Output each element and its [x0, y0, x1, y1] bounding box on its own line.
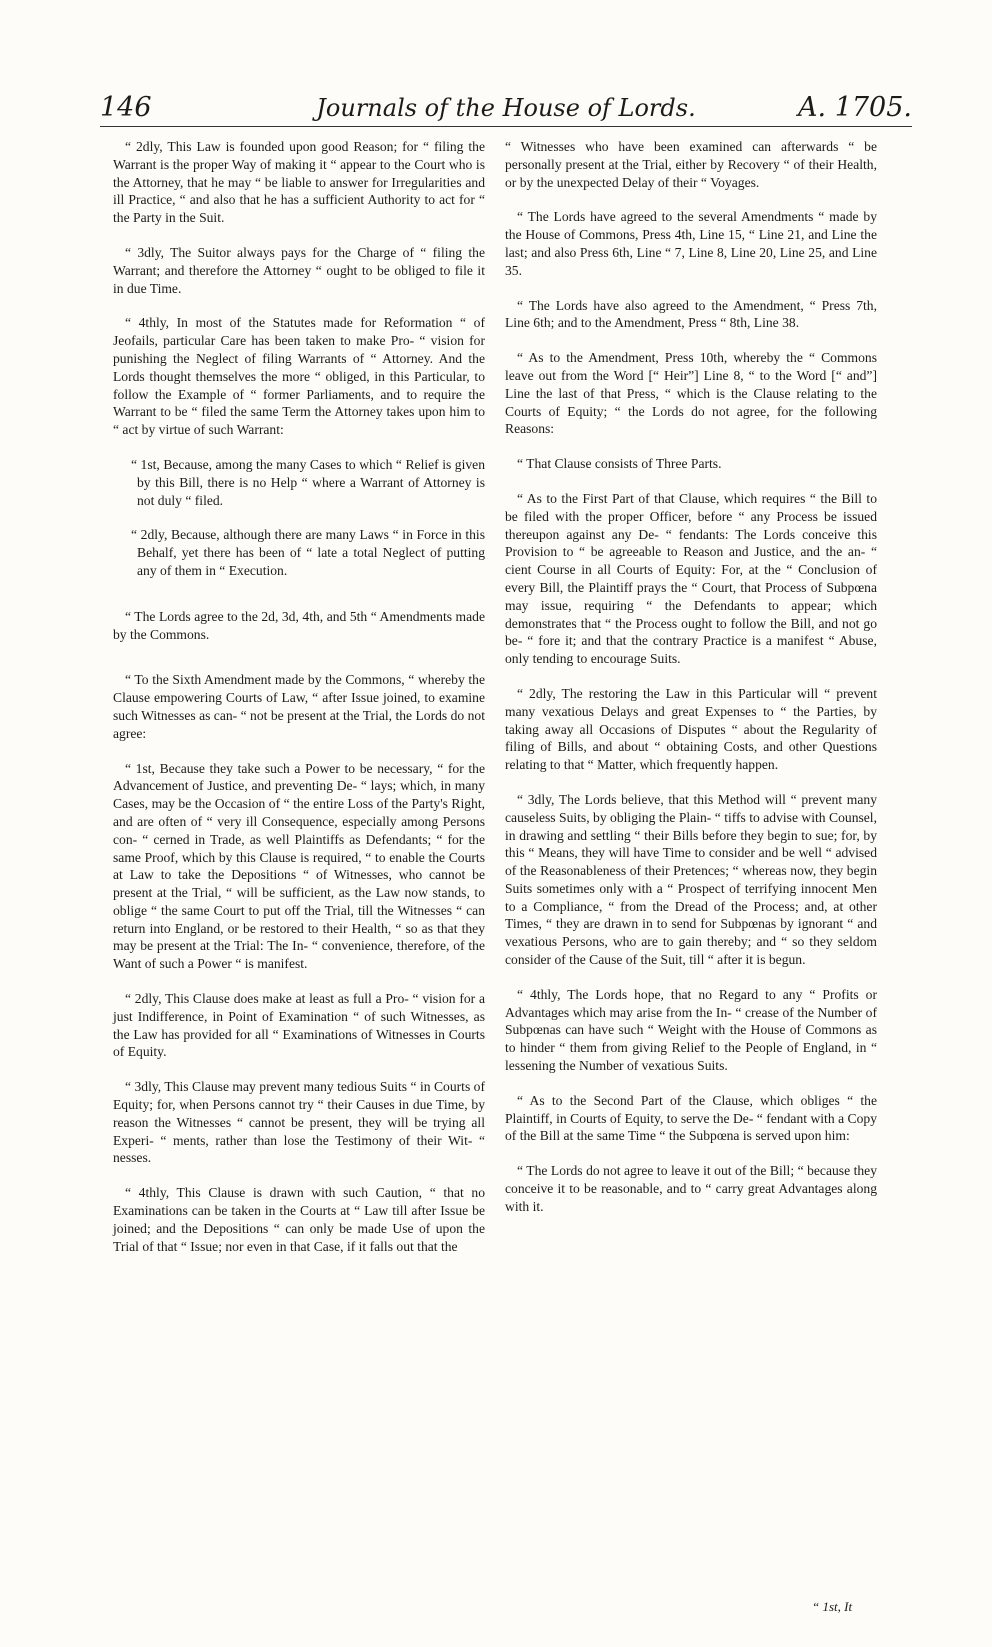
- paragraph-indented: “ 1st, Because, among the many Cases to which “ Relief is given by this Bill, there is no Help “ where a Warrant of Attorney is not duly “ filed.: [131, 456, 485, 508]
- year-heading: A. 1705.: [798, 92, 912, 123]
- header-rule: [100, 126, 912, 127]
- paragraph: “ 1st, Because they take such a Power to be necessary, “ for the Advancement of Justice, and preventing De- “ lays; which, in many Cases, may be the Occasion of “ the entire Loss of the Party's Right, and are often of “ very ill Consequence, especially among Persons con- “ cerned in Trade, as well Plaintiffs as Defendants; “ for the same Proof, which by this Clause is required, “ to enable the Courts at Law to take the Depositions “ of Witnesses, who cannot be present at the Trial, “ will be sufficient, as the Law now stands, to oblige “ the same Court to put off the Trial, till the Witnesses “ can return into England, or be restored to their Health, “ so as that they may be present at the Trial: The In- “ convenience, therefore, of the Want of such a Power “ is manifest.: [113, 760, 485, 972]
- paragraph: “ 4thly, The Lords hope, that no Regard to any “ Profits or Advantages which may arise from the In- “ crease of the Number of Subpœnas can have such “ Weight with the House of Commons as to hinder “ them from giving Relief to the People of England, in “ lessening the Number of vexatious Suits.: [505, 986, 877, 1074]
- paragraph: “ 4thly, This Clause is drawn with such Caution, “ that no Examinations can be taken in the Courts at “ Law till after Issue be joined; and the Depositions “ can only be made Use of upon the Trial of that “ Issue; nor even in that Case, if it falls out that the: [113, 1185, 485, 1254]
- paragraph: “ 4thly, In most of the Statutes made for Reformation “ of Jeofails, particular Care has been taken to make Pro- “ vision for punishing the Neglect of filing Warrants of “ Attorney. And the Lords thought themselves the more “ obliged, in this Particular, to follow the Example of “ former Parliaments, and to require the Warrant to be “ filed the same Term the Attorney takes upon him to “ act by virtue of such Warrant:: [113, 315, 485, 438]
- paragraph: “ The Lords do not agree to leave it out of the Bill; “ because they conceive it to be reasonable, and to “ carry great Advantages along with it.: [505, 1163, 877, 1214]
- paragraph: “ 3dly, The Lords believe, that this Method will “ prevent many causeless Suits, by obliging the Plain- “ tiffs to advise with Counsel, in drawing and settling “ their Bills before they begin to sue; for, by this “ Means, they will have Time to consider and be well “ advised of the Reasonableness of their Pretences; “ whereas now, they begin Suits sometimes only with a “ Prospect of terrifying innocent Men to a Compliance, “ from the Dread of the Process; and, at other Times, “ they are drawn in to send for Subpœnas by ignorant “ and vexatious Persons, who are to gain thereby; and “ so they seldom consider of the Cause of the Suit, till “ after it is begun.: [505, 791, 877, 968]
- paragraph: “ 2dly, This Law is founded upon good Reason; for “ filing the Warrant is the proper Way of making it “ appear to the Court who is the Attorney, that he may “ be liable to answer for Irregularities and ill Practice, “ and also that he has a sufficient Authority to act for “ the Party in the Suit.: [113, 139, 485, 226]
- paragraph: “ The Lords have agreed to the several Amendments “ made by the House of Commons, Press 4th, Line 15, “ Line 21, and Line the last; and also Press 6th, Line “ 7, Line 8, Line 20, Line 25, and Line 35.: [505, 209, 877, 278]
- paragraph: “ As to the First Part of that Clause, which requires “ the Bill to be filed with the proper Officer, before “ any Process be issued thereupon against any De- “ fendants: The Lords conceive this Provision to “ be agreeable to Reason and Justice, and the an- “ cient Course in all Courts of Equity: For, at the “ Conclusion of every Bill, the Plaintiff prays the “ Court, that Process of Subpœna may issue, requiring “ the Defendants to appear; which demonstrates that “ the Process ought to follow the Bill, and not go be- “ fore it; and that the contrary Practice is a manifest “ Abuse, only tending to encourage Suits.: [505, 490, 877, 667]
- left-column: [113, 138, 485, 1272]
- paragraph: “ As to the Amendment, Press 10th, whereby the “ Commons leave out from the Word [“ Heir”] Line 8, “ to the Word [“ and”] Line the last of that Press, “ which is the Clause relating to the Courts of Equity; “ the Lords do not agree, for the following Reasons:: [505, 350, 877, 437]
- paragraph-indented: “ 2dly, Because, although there are many Laws “ in Force in this Behalf, yet there has been of “ late a total Neglect of putting any of them in “ Execution.: [131, 527, 485, 578]
- page-number: 146: [100, 92, 152, 123]
- paragraph: “ The Lords have also agreed to the Amendment, “ Press 7th, Line 6th; and to the Amendment, Press “ 8th, Line 38.: [505, 297, 877, 331]
- paragraph: “ As to the Second Part of the Clause, which obliges “ the Plaintiff, in Courts of Equity, to serve the De- “ fendant with a Copy of the Bill at the same Time “ the Subpœna is served upon him:: [505, 1092, 877, 1144]
- paragraph: “ That Clause consists of Three Parts.: [517, 456, 722, 472]
- page-title: Journals of the House of Lords.: [316, 94, 696, 122]
- paragraph: “ 3dly, This Clause may prevent many tedious Suits “ in Courts of Equity; for, when Persons cannot try “ their Causes in due Time, by reason the Witnesses “ cannot be present, they will be trying all Experi- “ ments, rather than lose the Testimony of their Wit- “ nesses.: [113, 1079, 485, 1166]
- catchword: “ 1st, It: [812, 1599, 853, 1614]
- paragraph: “ Witnesses who have been examined can afterwards “ be personally present at the Trial, either by Recovery “ of their Health, or by the unexpected Delay of their “ Voyages.: [505, 139, 877, 190]
- paragraph: “ 2dly, This Clause does make at least as full a Pro- “ vision for a just Indifference, in Point of Examination “ of such Witnesses, as the Law has provided for all “ Examinations of Witnesses in Courts of Equity.: [113, 991, 485, 1060]
- paragraph: “ 3dly, The Suitor always pays for the Charge of “ filing the Warrant; and therefore the Attorney “ ought to be obliged to file it in due Time.: [113, 244, 485, 296]
- paragraph: “ To the Sixth Amendment made by the Commons, “ whereby the Clause empowering Courts of Law, “ after Issue joined, to examine such Witnesses as can- “ not be present at the Trial, the Lords do not agree:: [113, 672, 485, 741]
- paragraph: “ The Lords agree to the 2d, 3d, 4th, and 5th “ Amendments made by the Commons.: [113, 608, 485, 642]
- paragraph: “ 2dly, The restoring the Law in this Particular will “ prevent many vexatious Delays and great Expenses to “ the Parties, by taking away all Occasions of Disputes “ about the Regularity of filing of Bills, and about “ obtaining Costs, and other Questions relating to that “ Matter, which frequently happen.: [505, 685, 877, 773]
- right-column: [505, 138, 877, 1233]
